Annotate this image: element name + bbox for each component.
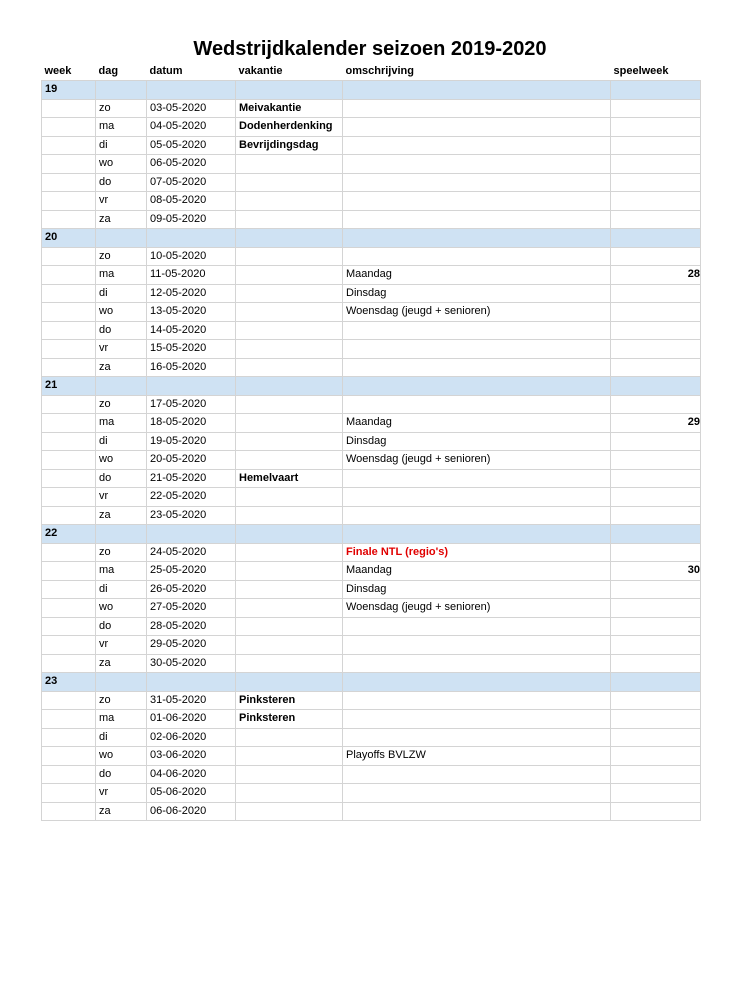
datum-cell: 21-05-2020 <box>147 469 236 488</box>
datum-cell: 31-05-2020 <box>147 691 236 710</box>
calendar-body <box>42 81 701 821</box>
dag-cell: di <box>96 284 147 303</box>
datum-cell: 01-06-2020 <box>147 710 236 729</box>
omschrijving-cell <box>343 99 611 118</box>
datum-cell: 04-05-2020 <box>147 118 236 137</box>
vakantie-cell <box>236 266 343 285</box>
omschrijving-cell <box>343 784 611 803</box>
omschrijving-cell <box>343 210 611 229</box>
week-row <box>42 377 701 396</box>
datum-cell: 08-05-2020 <box>147 192 236 211</box>
datum-cell: 09-05-2020 <box>147 210 236 229</box>
speelweek-cell: 28 <box>611 266 701 285</box>
dag-cell: wo <box>96 747 147 766</box>
header-omschrijving: omschrijving <box>345 65 414 77</box>
week-row-cell <box>96 525 147 544</box>
table-row <box>42 340 701 359</box>
dag-cell: do <box>96 617 147 636</box>
dag-cell: zo <box>96 691 147 710</box>
omschrijving-cell: Maandag <box>343 562 611 581</box>
dag-cell: vr <box>96 340 147 359</box>
week-cell <box>42 765 96 784</box>
week-row-cell <box>96 377 147 396</box>
datum-cell: 25-05-2020 <box>147 562 236 581</box>
omschrijving-cell: Dinsdag <box>343 580 611 599</box>
speelweek-cell <box>611 451 701 470</box>
dag-cell: do <box>96 173 147 192</box>
week-row <box>42 81 701 100</box>
speelweek-cell <box>611 192 701 211</box>
vakantie-cell <box>236 636 343 655</box>
dag-cell: di <box>96 432 147 451</box>
week-row-cell <box>96 81 147 100</box>
week-row-cell <box>147 673 236 692</box>
omschrijving-cell <box>343 136 611 155</box>
week-row-cell <box>147 229 236 248</box>
calendar-table <box>41 63 701 821</box>
vakantie-cell <box>236 543 343 562</box>
datum-cell: 04-06-2020 <box>147 765 236 784</box>
dag-cell: za <box>96 210 147 229</box>
omschrijving-cell: Playoffs BVLZW <box>343 747 611 766</box>
dag-cell: ma <box>96 414 147 433</box>
omschrijving-cell: Dinsdag <box>343 432 611 451</box>
dag-cell: zo <box>96 543 147 562</box>
week-cell <box>42 321 96 340</box>
week-cell <box>42 136 96 155</box>
speelweek-cell <box>611 155 701 174</box>
omschrijving-cell <box>343 247 611 266</box>
dag-cell: wo <box>96 155 147 174</box>
vakantie-cell: Hemelvaart <box>236 469 343 488</box>
week-row-cell <box>343 377 611 396</box>
omschrijving-cell <box>343 118 611 137</box>
week-row-cell <box>96 229 147 248</box>
table-row <box>42 136 701 155</box>
week-cell <box>42 118 96 137</box>
week-cell <box>42 414 96 433</box>
vakantie-cell <box>236 358 343 377</box>
dag-cell: do <box>96 765 147 784</box>
header-row <box>42 63 701 81</box>
week-row-cell <box>343 525 611 544</box>
vakantie-cell <box>236 488 343 507</box>
week-row-cell <box>236 81 343 100</box>
speelweek-cell <box>611 118 701 137</box>
speelweek-cell <box>611 691 701 710</box>
vakantie-cell <box>236 155 343 174</box>
week-cell <box>42 710 96 729</box>
speelweek-cell <box>611 747 701 766</box>
table-row <box>42 728 701 747</box>
week-cell <box>42 155 96 174</box>
week-cell <box>42 691 96 710</box>
week-cell <box>42 599 96 618</box>
table-row <box>42 247 701 266</box>
week-row-cell <box>236 673 343 692</box>
vakantie-cell: Meivakantie <box>236 99 343 118</box>
speelweek-cell <box>611 340 701 359</box>
omschrijving-cell <box>343 654 611 673</box>
table-row <box>42 266 701 285</box>
datum-cell: 03-06-2020 <box>147 747 236 766</box>
table-row <box>42 432 701 451</box>
datum-cell: 02-06-2020 <box>147 728 236 747</box>
week-cell <box>42 432 96 451</box>
week-row-cell <box>611 81 701 100</box>
week-row-cell <box>611 673 701 692</box>
vakantie-cell <box>236 451 343 470</box>
table-row <box>42 710 701 729</box>
header-speelweek: speelweek <box>613 65 669 77</box>
dag-cell: vr <box>96 488 147 507</box>
header-week: week <box>44 65 72 77</box>
vakantie-cell <box>236 173 343 192</box>
omschrijving-cell <box>343 691 611 710</box>
week-number: 19 <box>42 81 96 100</box>
datum-cell: 18-05-2020 <box>147 414 236 433</box>
datum-cell: 11-05-2020 <box>147 266 236 285</box>
datum-cell: 07-05-2020 <box>147 173 236 192</box>
dag-cell: za <box>96 802 147 821</box>
omschrijving-cell: Dinsdag <box>343 284 611 303</box>
week-row-cell <box>343 229 611 248</box>
datum-cell: 06-06-2020 <box>147 802 236 821</box>
datum-cell: 06-05-2020 <box>147 155 236 174</box>
speelweek-cell <box>611 173 701 192</box>
speelweek-cell <box>611 210 701 229</box>
week-row-cell <box>343 81 611 100</box>
table-row <box>42 192 701 211</box>
vakantie-cell <box>236 599 343 618</box>
week-cell <box>42 562 96 581</box>
table-row <box>42 414 701 433</box>
week-cell <box>42 340 96 359</box>
week-cell <box>42 747 96 766</box>
omschrijving-cell <box>343 155 611 174</box>
vakantie-cell <box>236 802 343 821</box>
datum-cell: 17-05-2020 <box>147 395 236 414</box>
table-row <box>42 802 701 821</box>
week-row-cell <box>147 377 236 396</box>
table-row <box>42 765 701 784</box>
dag-cell: di <box>96 580 147 599</box>
week-cell <box>42 303 96 322</box>
week-cell <box>42 802 96 821</box>
dag-cell: zo <box>96 247 147 266</box>
speelweek-cell <box>611 247 701 266</box>
week-cell <box>42 358 96 377</box>
omschrijving-cell <box>343 728 611 747</box>
omschrijving-cell <box>343 192 611 211</box>
table-row <box>42 451 701 470</box>
omschrijving-cell <box>343 173 611 192</box>
speelweek-cell <box>611 99 701 118</box>
week-cell <box>42 210 96 229</box>
week-cell <box>42 469 96 488</box>
omschrijving-cell: Woensdag (jeugd + senioren) <box>343 303 611 322</box>
omschrijving-cell <box>343 765 611 784</box>
table-row <box>42 747 701 766</box>
dag-cell: wo <box>96 303 147 322</box>
speelweek-cell <box>611 136 701 155</box>
vakantie-cell: Pinksteren <box>236 710 343 729</box>
datum-cell: 28-05-2020 <box>147 617 236 636</box>
table-row <box>42 506 701 525</box>
week-row-cell <box>96 673 147 692</box>
week-cell <box>42 654 96 673</box>
dag-cell: za <box>96 654 147 673</box>
speelweek-cell <box>611 710 701 729</box>
speelweek-cell <box>611 432 701 451</box>
vakantie-cell <box>236 617 343 636</box>
datum-cell: 03-05-2020 <box>147 99 236 118</box>
vakantie-cell <box>236 562 343 581</box>
vakantie-cell <box>236 747 343 766</box>
week-number: 20 <box>42 229 96 248</box>
week-cell <box>42 543 96 562</box>
datum-cell: 20-05-2020 <box>147 451 236 470</box>
table-row <box>42 210 701 229</box>
table-row <box>42 395 701 414</box>
omschrijving-cell <box>343 395 611 414</box>
table-row <box>42 488 701 507</box>
dag-cell: vr <box>96 192 147 211</box>
speelweek-cell <box>611 728 701 747</box>
week-cell <box>42 284 96 303</box>
week-row <box>42 673 701 692</box>
table-row <box>42 543 701 562</box>
week-cell <box>42 192 96 211</box>
table-row <box>42 562 701 581</box>
datum-cell: 16-05-2020 <box>147 358 236 377</box>
week-cell <box>42 247 96 266</box>
omschrijving-cell <box>343 802 611 821</box>
vakantie-cell <box>236 210 343 229</box>
table-row <box>42 469 701 488</box>
speelweek-cell <box>611 636 701 655</box>
vakantie-cell <box>236 728 343 747</box>
dag-cell: wo <box>96 599 147 618</box>
week-number: 21 <box>42 377 96 396</box>
vakantie-cell <box>236 192 343 211</box>
speelweek-cell <box>611 765 701 784</box>
omschrijving-cell <box>343 321 611 340</box>
week-row <box>42 525 701 544</box>
week-row-cell <box>343 673 611 692</box>
week-cell <box>42 617 96 636</box>
table-row <box>42 173 701 192</box>
week-row-cell <box>147 525 236 544</box>
speelweek-cell <box>611 802 701 821</box>
datum-cell: 13-05-2020 <box>147 303 236 322</box>
week-cell <box>42 506 96 525</box>
speelweek-cell <box>611 543 701 562</box>
vakantie-cell <box>236 303 343 322</box>
table-row <box>42 321 701 340</box>
speelweek-cell <box>611 321 701 340</box>
vakantie-cell <box>236 340 343 359</box>
vakantie-cell <box>236 765 343 784</box>
table-row <box>42 155 701 174</box>
dag-cell: do <box>96 321 147 340</box>
week-cell <box>42 636 96 655</box>
week-row-cell <box>236 377 343 396</box>
table-row <box>42 617 701 636</box>
table-row <box>42 580 701 599</box>
week-row <box>42 229 701 248</box>
datum-cell: 05-06-2020 <box>147 784 236 803</box>
vakantie-cell <box>236 284 343 303</box>
week-row-cell <box>147 81 236 100</box>
datum-cell: 27-05-2020 <box>147 599 236 618</box>
omschrijving-cell: Finale NTL (regio's) <box>343 543 611 562</box>
vakantie-cell <box>236 395 343 414</box>
omschrijving-cell <box>343 710 611 729</box>
vakantie-cell <box>236 784 343 803</box>
datum-cell: 14-05-2020 <box>147 321 236 340</box>
datum-cell: 23-05-2020 <box>147 506 236 525</box>
week-cell <box>42 728 96 747</box>
dag-cell: di <box>96 136 147 155</box>
table-row <box>42 99 701 118</box>
omschrijving-cell <box>343 636 611 655</box>
datum-cell: 19-05-2020 <box>147 432 236 451</box>
speelweek-cell <box>611 395 701 414</box>
dag-cell: za <box>96 358 147 377</box>
vakantie-cell <box>236 654 343 673</box>
vakantie-cell: Dodenherdenking <box>236 118 343 137</box>
week-number: 22 <box>42 525 96 544</box>
vakantie-cell <box>236 506 343 525</box>
dag-cell: vr <box>96 784 147 803</box>
vakantie-cell <box>236 580 343 599</box>
omschrijving-cell <box>343 488 611 507</box>
table-row <box>42 284 701 303</box>
table-row <box>42 636 701 655</box>
header-vakantie: vakantie <box>238 65 283 77</box>
omschrijving-cell: Maandag <box>343 266 611 285</box>
datum-cell: 29-05-2020 <box>147 636 236 655</box>
speelweek-cell: 30 <box>611 562 701 581</box>
dag-cell: vr <box>96 636 147 655</box>
table-row <box>42 118 701 137</box>
omschrijving-cell <box>343 506 611 525</box>
omschrijving-cell: Woensdag (jeugd + senioren) <box>343 599 611 618</box>
datum-cell: 22-05-2020 <box>147 488 236 507</box>
week-row-cell <box>611 525 701 544</box>
table-row <box>42 599 701 618</box>
vakantie-cell <box>236 321 343 340</box>
week-cell <box>42 266 96 285</box>
datum-cell: 15-05-2020 <box>147 340 236 359</box>
vakantie-cell <box>236 432 343 451</box>
week-row-cell <box>236 229 343 248</box>
week-cell <box>42 99 96 118</box>
speelweek-cell <box>611 303 701 322</box>
dag-cell: ma <box>96 710 147 729</box>
omschrijving-cell: Woensdag (jeugd + senioren) <box>343 451 611 470</box>
speelweek-cell <box>611 599 701 618</box>
vakantie-cell <box>236 247 343 266</box>
week-row-cell <box>611 377 701 396</box>
datum-cell: 10-05-2020 <box>147 247 236 266</box>
speelweek-cell <box>611 469 701 488</box>
omschrijving-cell <box>343 340 611 359</box>
datum-cell: 05-05-2020 <box>147 136 236 155</box>
speelweek-cell: 29 <box>611 414 701 433</box>
week-cell <box>42 580 96 599</box>
vakantie-cell: Pinksteren <box>236 691 343 710</box>
week-number: 23 <box>42 673 96 692</box>
speelweek-cell <box>611 284 701 303</box>
table-row <box>42 303 701 322</box>
week-row-cell <box>236 525 343 544</box>
page-title: Wedstrijdkalender seizoen 2019-2020 <box>193 38 547 60</box>
dag-cell: ma <box>96 118 147 137</box>
week-cell <box>42 173 96 192</box>
dag-cell: ma <box>96 266 147 285</box>
vakantie-cell <box>236 414 343 433</box>
speelweek-cell <box>611 506 701 525</box>
omschrijving-cell <box>343 617 611 636</box>
omschrijving-cell: Maandag <box>343 414 611 433</box>
table-row <box>42 691 701 710</box>
vakantie-cell: Bevrijdingsdag <box>236 136 343 155</box>
header-datum: datum <box>149 65 183 77</box>
dag-cell: za <box>96 506 147 525</box>
week-cell <box>42 784 96 803</box>
dag-cell: zo <box>96 99 147 118</box>
week-cell <box>42 451 96 470</box>
week-cell <box>42 395 96 414</box>
dag-cell: zo <box>96 395 147 414</box>
speelweek-cell <box>611 358 701 377</box>
datum-cell: 30-05-2020 <box>147 654 236 673</box>
dag-cell: di <box>96 728 147 747</box>
omschrijving-cell <box>343 358 611 377</box>
speelweek-cell <box>611 617 701 636</box>
dag-cell: do <box>96 469 147 488</box>
omschrijving-cell <box>343 469 611 488</box>
dag-cell: wo <box>96 451 147 470</box>
header-dag: dag <box>98 65 119 77</box>
datum-cell: 24-05-2020 <box>147 543 236 562</box>
datum-cell: 12-05-2020 <box>147 284 236 303</box>
speelweek-cell <box>611 488 701 507</box>
table-row <box>42 358 701 377</box>
dag-cell: ma <box>96 562 147 581</box>
table-row <box>42 784 701 803</box>
table-row <box>42 654 701 673</box>
speelweek-cell <box>611 654 701 673</box>
speelweek-cell <box>611 580 701 599</box>
week-row-cell <box>611 229 701 248</box>
datum-cell: 26-05-2020 <box>147 580 236 599</box>
speelweek-cell <box>611 784 701 803</box>
week-cell <box>42 488 96 507</box>
